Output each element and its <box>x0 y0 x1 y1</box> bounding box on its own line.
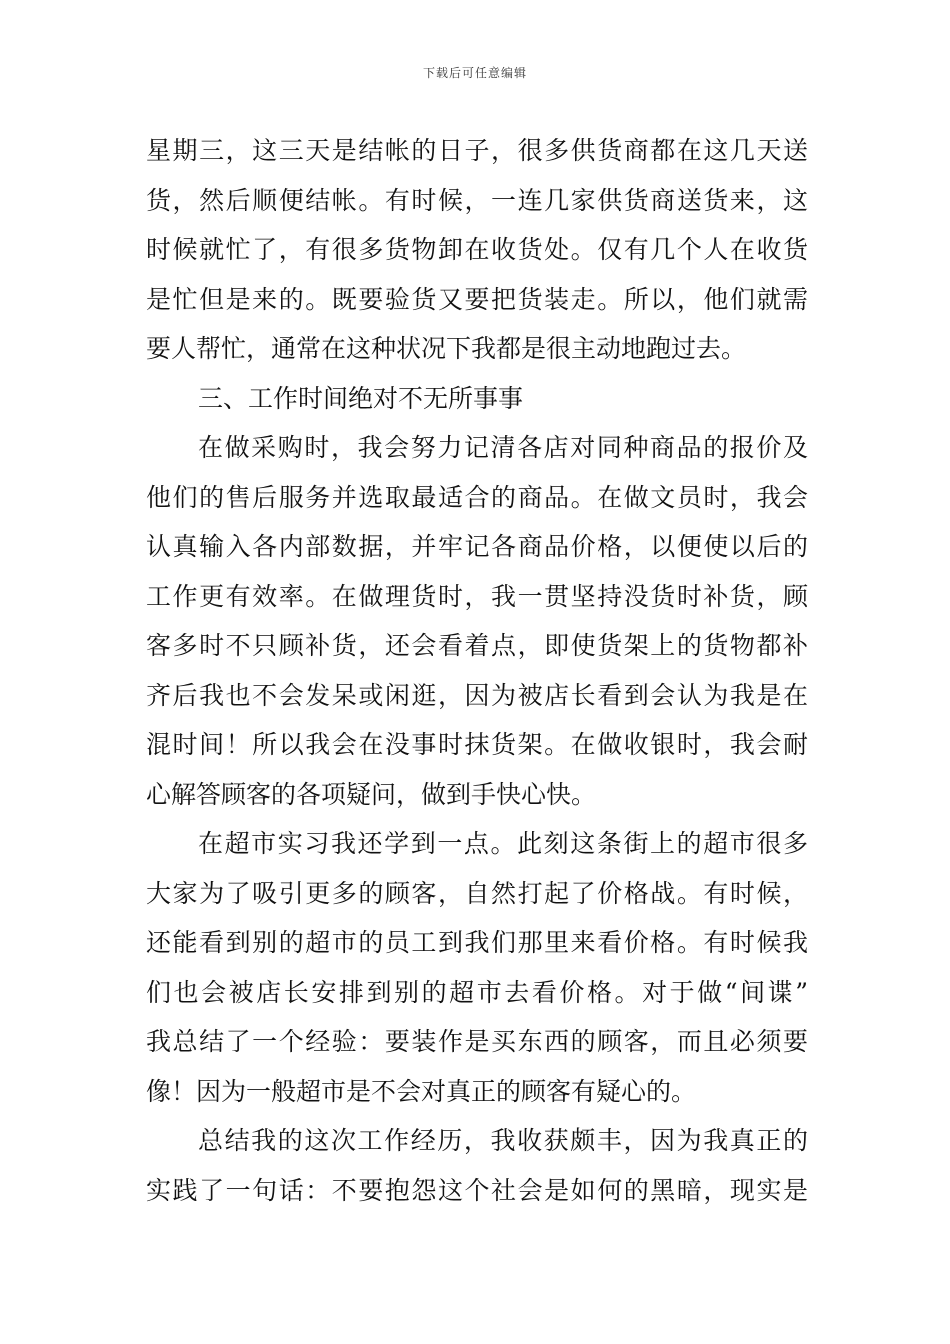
text-line: 认真输入各内部数据，并牢记各商品价格，以便使以后的 <box>146 532 808 561</box>
text-line: 实践了一句话：不要抱怨这个社会是如何的黑暗，现实是 <box>146 1175 808 1205</box>
text-line: 我总结了一个经验：要装作是买东西的顾客，而且必须要 <box>146 1027 808 1056</box>
section-heading: 三、工作时间绝对不无所事事 <box>198 383 524 413</box>
paragraph-first-line: 在做采购时，我会努力记清各店对同种商品的报价及 <box>198 433 808 462</box>
text-line: 货，然后顺便结帐。有时候，一连几家供货商送货来，这 <box>146 185 808 215</box>
text-line: 心解答顾客的各项疑问，做到手快心快。 <box>146 779 597 809</box>
text-line: 们也会被店长安排到别的超市去看价格。对于做“间谍” <box>146 977 808 1007</box>
text-line: 大家为了吸引更多的顾客，自然打起了价格战。有时候， <box>146 878 808 908</box>
text-line: 客多时不只顾补货，还会看着点，即使货架上的货物都补 <box>146 631 808 660</box>
text-line: 要人帮忙，通常在这种状况下我都是很主动地跑过去。 <box>146 334 747 363</box>
page-header: 下载后可任意编辑 <box>422 66 527 80</box>
text-line: 工作更有效率。在做理货时，我一贯坚持没货时补货，顾 <box>146 581 808 611</box>
document-body <box>146 126 808 1215</box>
text-line: 像！因为一般超市是不会对真正的顾客有疑心的。 <box>146 1076 697 1106</box>
text-line: 时候就忙了，有很多货物卸在收货处。仅有几个人在收货 <box>146 235 808 264</box>
text-line: 是忙但是来的。既要验货又要把货装走。所以，他们就需 <box>146 284 808 314</box>
paragraph-first-line: 在超市实习我还学到一点。此刻这条街上的超市很多 <box>198 829 808 858</box>
text-line: 星期三，这三天是结帐的日子，很多供货商都在这几天送 <box>146 136 808 165</box>
text-line: 混时间！所以我会在没事时抹货架。在做收银时，我会耐 <box>146 730 808 759</box>
paragraph-first-line: 总结我的这次工作经历，我收获颇丰，因为我真正的 <box>198 1126 808 1155</box>
text-line: 还能看到别的超市的员工到我们那里来看价格。有时候我 <box>146 928 808 957</box>
text-line: 齐后我也不会发呆或闲逛，因为被店长看到会认为我是在 <box>146 680 808 710</box>
text-line: 他们的售后服务并选取最适合的商品。在做文员时，我会 <box>146 482 808 512</box>
